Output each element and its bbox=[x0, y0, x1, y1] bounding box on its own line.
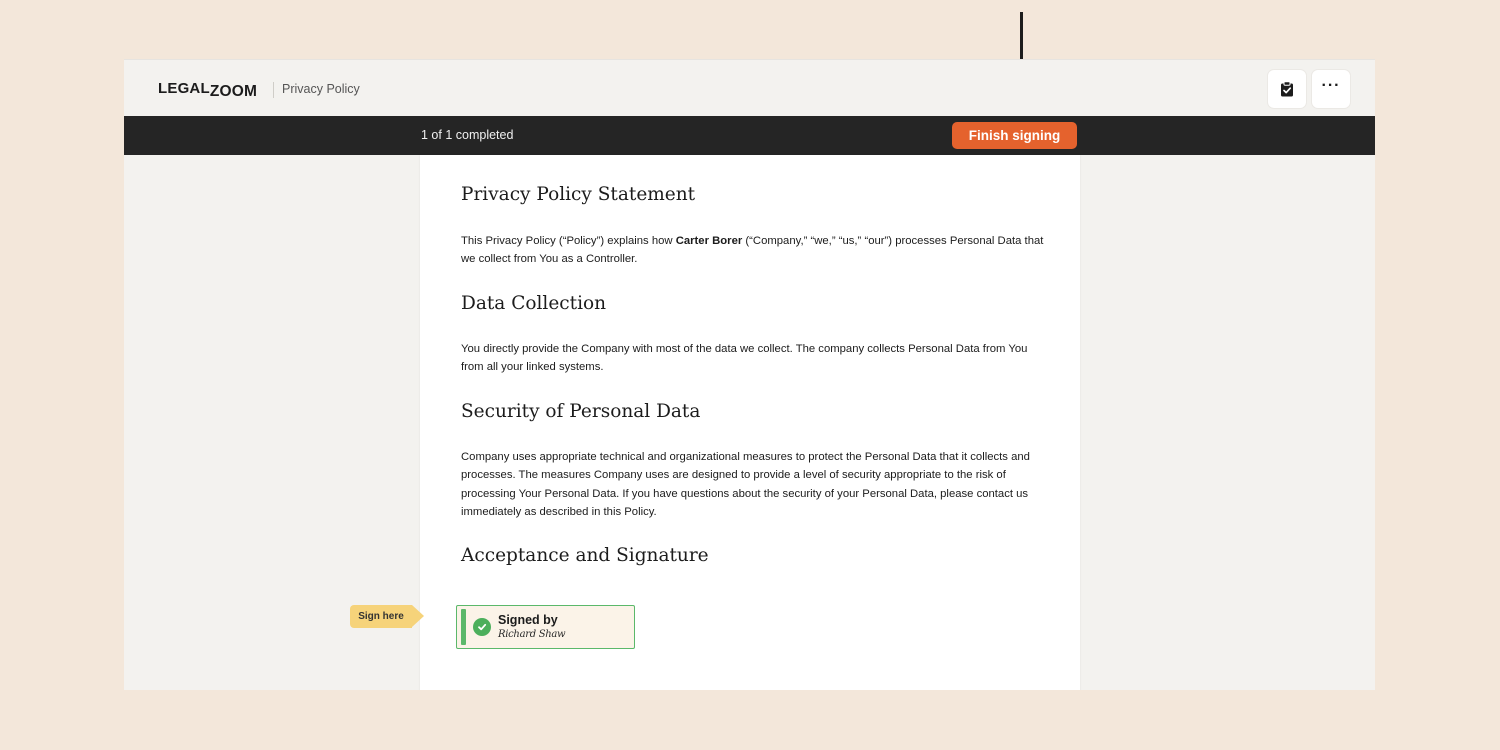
sign-here-tag[interactable]: Sign here bbox=[350, 605, 412, 628]
paragraph-security: Company uses appropriate technical and organizational measures to protect the Personal Data that it collects and processes. The measures Company uses are designed to provide a level of security appropriate to the risk of processing Your Personal Data. If you have questions about the security of your Personal Data, please contact us immediately as described in this Policy. bbox=[461, 451, 1030, 518]
company-name: Carter Borer bbox=[675, 235, 743, 247]
clipboard-check-icon bbox=[1280, 81, 1294, 97]
finish-signing-button[interactable]: Finish signing bbox=[952, 122, 1077, 149]
header-divider bbox=[273, 82, 274, 98]
more-options-button[interactable] bbox=[1312, 70, 1350, 108]
heading-acceptance: Acceptance and Signature bbox=[461, 545, 709, 566]
more-horizontal-icon: ··· bbox=[1321, 77, 1341, 94]
checkmark-icon bbox=[477, 622, 487, 632]
top-bar bbox=[124, 59, 1375, 116]
signed-by-label: Signed by bbox=[498, 613, 558, 627]
paragraph-intro bbox=[461, 232, 1046, 269]
signature-field[interactable] bbox=[456, 605, 635, 649]
check-circle-icon bbox=[473, 618, 491, 636]
heading-privacy-policy-statement: Privacy Policy Statement bbox=[461, 184, 696, 205]
heading-security: Security of Personal Data bbox=[461, 401, 701, 422]
completion-status: 1 of 1 completed bbox=[421, 128, 514, 142]
legalzoom-logo bbox=[158, 80, 257, 98]
logo-part-legal: LEGAL bbox=[158, 80, 210, 97]
signer-signature: Richard Shaw bbox=[498, 629, 566, 640]
document-tasks-button[interactable] bbox=[1268, 70, 1306, 108]
intro-text-start: This Privacy Policy (“Policy”) explains how bbox=[461, 235, 676, 247]
paragraph-data-collection: You directly provide the Company with most of the data we collect. The company collects Personal Data from You from all your linked systems. bbox=[461, 343, 1028, 374]
signature-status-bar bbox=[461, 609, 466, 645]
heading-data-collection: Data Collection bbox=[461, 293, 607, 314]
signing-status-bar bbox=[124, 116, 1375, 155]
intro-text-end: (“Company,” “we,” “us,” “our”) processes Personal Data that we collect from You as a Controller. bbox=[461, 235, 1044, 266]
sign-here-tag-tip bbox=[412, 605, 424, 627]
logo-part-zoom: ZOOM bbox=[209, 83, 258, 100]
document-title: Privacy Policy bbox=[282, 82, 360, 96]
signing-app bbox=[124, 59, 1375, 690]
